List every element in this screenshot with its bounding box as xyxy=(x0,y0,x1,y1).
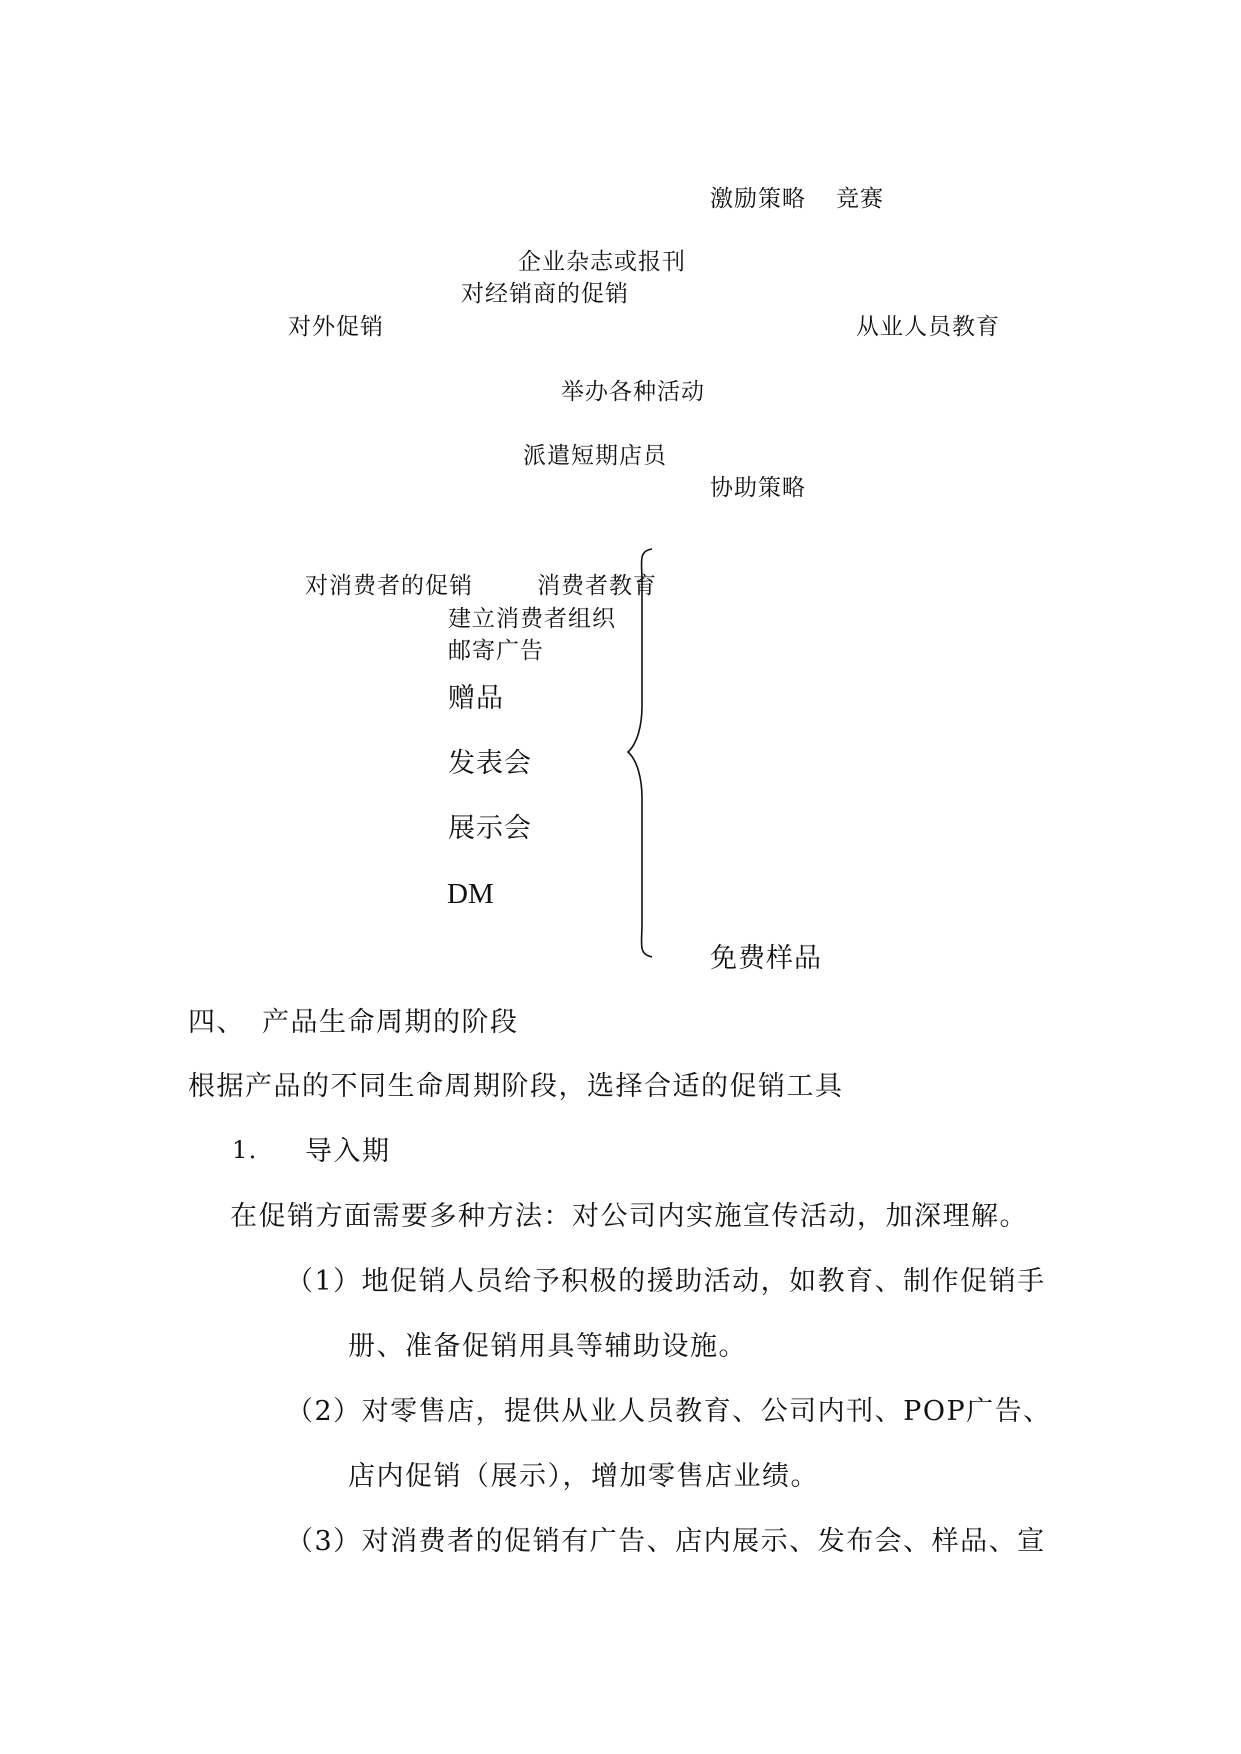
item-1-title: 导入期 xyxy=(305,1136,391,1167)
item-1-paragraph: 在促销方面需要多种方法：对公司内实施宣传活动，加深理解。 xyxy=(230,1201,1028,1232)
consumer-education-label: 消费者教育 xyxy=(537,573,657,599)
dm-label: DM xyxy=(447,878,494,910)
sub-item-1-line-1: （1）地促销人员给予积极的援助活动，如教育、制作促销手 xyxy=(286,1266,1046,1297)
sub-item-1-line-2: 册、准备促销用具等辅助设施。 xyxy=(348,1331,747,1362)
section-heading: 产品生命周期的阶段 xyxy=(262,1007,519,1038)
company-magazine-label: 企业杂志或报刊 xyxy=(518,249,686,275)
exhibition-label: 展示会 xyxy=(448,813,532,844)
sub-item-2-line-2: 店内促销（展示），增加零售店业绩。 xyxy=(348,1461,819,1492)
contest-label: 竞赛 xyxy=(836,186,884,212)
sub-item-2-line-1: （2）对零售店，提供从业人员教育、公司内刊、POP广告、 xyxy=(286,1396,1052,1427)
item-1-number: 1． xyxy=(232,1136,275,1164)
section-heading-number: 四、 xyxy=(188,1007,245,1038)
curly-brace-icon xyxy=(625,548,661,958)
external-promotion-label: 对外促销 xyxy=(288,314,384,340)
gifts-label: 赠品 xyxy=(448,683,504,714)
dealer-promotion-label: 对经销商的促销 xyxy=(461,281,629,307)
consumer-org-label: 建立消费者组织 xyxy=(448,606,616,632)
intro-paragraph: 根据产品的不同生命周期阶段，选择合适的促销工具 xyxy=(188,1071,844,1102)
staff-education-label: 从业人员教育 xyxy=(856,314,1000,340)
consumer-promotion-label: 对消费者的促销 xyxy=(305,573,473,599)
assist-strategy-label: 协助策略 xyxy=(710,475,806,501)
free-samples-label: 免费样品 xyxy=(710,943,822,974)
mail-ad-label: 邮寄广告 xyxy=(448,638,544,664)
dispatch-staff-label: 派遣短期店员 xyxy=(523,443,667,469)
sub-item-3-line-1: （3）对消费者的促销有广告、店内展示、发布会、样品、宣 xyxy=(286,1526,1046,1557)
incentive-strategy-label: 激励策略 xyxy=(710,186,806,212)
hold-activities-label: 举办各种活动 xyxy=(561,379,705,405)
launch-event-label: 发表会 xyxy=(448,748,532,779)
